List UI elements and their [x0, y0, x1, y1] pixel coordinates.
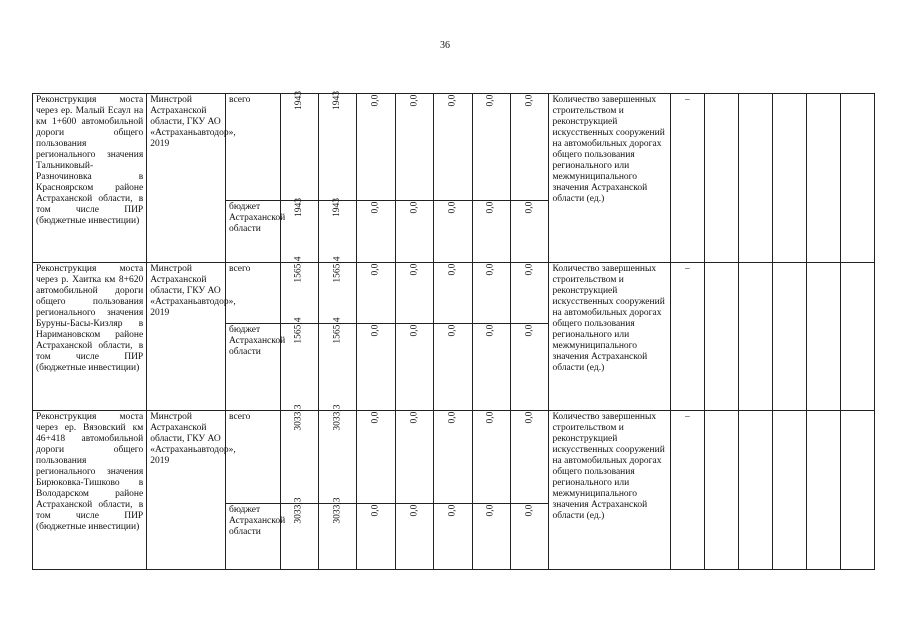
- funding-total-label: всего: [226, 411, 281, 504]
- value-cell: 0,0: [511, 201, 549, 263]
- value-cell: 0,0: [472, 201, 510, 263]
- empty-cell: [840, 411, 874, 570]
- value-cell: 0,0: [357, 504, 395, 570]
- dash: –: [670, 263, 704, 411]
- page-number: 36: [440, 40, 450, 51]
- funding-total-label: всего: [226, 263, 281, 324]
- indicator: Количество завершенных строительством и реконструкцией искусственных сооружений на автомобильных дорогах общего пользования регионального или межмуниципального значения Астраханской области (ед.): [549, 411, 670, 570]
- value-cell: 0,0: [395, 504, 433, 570]
- empty-cell: [739, 411, 772, 570]
- empty-cell: [772, 263, 806, 411]
- empty-cell: [739, 94, 772, 263]
- value-cell: 0,0: [472, 411, 510, 504]
- empty-cell: [807, 411, 840, 570]
- indicator: Количество завершенных строительством и реконструкцией искусственных сооружений на автомобильных дорогах общего пользования регионального или межмуниципального значения Астраханской области (ед.): [549, 94, 670, 263]
- value-cell: 0,0: [511, 504, 549, 570]
- empty-cell: [807, 263, 840, 411]
- value-cell: 0,0: [511, 324, 549, 411]
- funding-budget-label: бюджет Астраханской области: [226, 201, 281, 263]
- empty-cell: [840, 263, 874, 411]
- value-cell: 1565,4: [280, 263, 318, 324]
- table-row: [33, 263, 875, 324]
- empty-cell: [772, 94, 806, 263]
- empty-cell: [705, 94, 739, 263]
- funding-budget-label: бюджет Астраханской области: [226, 324, 281, 411]
- value-cell: 1565,4: [280, 324, 318, 411]
- value-cell: 0,0: [472, 263, 510, 324]
- value-cell: 1943: [280, 201, 318, 263]
- value-cell: 0,0: [511, 411, 549, 504]
- value-cell: 0,0: [472, 504, 510, 570]
- value-cell: 0,0: [434, 94, 472, 201]
- value-cell: 0,0: [434, 263, 472, 324]
- value-cell: 0,0: [357, 201, 395, 263]
- value-cell: 1943: [280, 94, 318, 201]
- value-cell: 0,0: [357, 324, 395, 411]
- value-cell: 0,0: [472, 324, 510, 411]
- table-row: [33, 411, 875, 504]
- value-cell: 3033,3: [280, 504, 318, 570]
- value-cell: 0,0: [395, 263, 433, 324]
- value-cell: 0,0: [511, 263, 549, 324]
- value-cell: 0,0: [472, 94, 510, 201]
- object-name: Реконструкция моста через ер. Вязовский км 46+418 автомобильной дороги общего пользования регионального значения Бирюковка-Тишково в Володарском районе Астраханской области, в том числе ПИР (бюджетные инвестиции): [33, 411, 147, 570]
- value-cell: 0,0: [434, 324, 472, 411]
- executor: Минстрой Астраханской области, ГКУ АО «Астраханьавтодор», 2019: [147, 94, 226, 263]
- funding-total-label: всего: [226, 94, 281, 201]
- value-cell: 1565,4: [319, 324, 357, 411]
- value-cell: 1943: [319, 201, 357, 263]
- object-name: Реконструкция моста через р. Хаитка км 8+620 автомобильной дороги общего пользования регионального значения Буруны-Басы-Кизляр в Наримановском районе Астраханской области, в том числе ПИР (бюджетные инвестиции): [33, 263, 147, 411]
- program-table: [32, 93, 875, 570]
- value-cell: 0,0: [357, 411, 395, 504]
- value-cell: 0,0: [434, 504, 472, 570]
- empty-cell: [807, 94, 840, 263]
- empty-cell: [705, 263, 739, 411]
- dash: –: [670, 411, 704, 570]
- value-cell: 1565,4: [319, 263, 357, 324]
- value-cell: 3033,3: [280, 411, 318, 504]
- value-cell: 1943: [319, 94, 357, 201]
- value-cell: 0,0: [395, 411, 433, 504]
- executor: Минстрой Астраханской области, ГКУ АО «Астраханьавтодор», 2019: [147, 411, 226, 570]
- value-cell: 0,0: [395, 324, 433, 411]
- empty-cell: [739, 263, 772, 411]
- dash: –: [670, 94, 704, 263]
- value-cell: 0,0: [357, 94, 395, 201]
- value-cell: 3033,3: [319, 411, 357, 504]
- value-cell: 0,0: [395, 94, 433, 201]
- empty-cell: [840, 94, 874, 263]
- value-cell: 3033,3: [319, 504, 357, 570]
- value-cell: 0,0: [511, 94, 549, 201]
- value-cell: 0,0: [395, 201, 433, 263]
- funding-budget-label: бюджет Астраханской области: [226, 504, 281, 570]
- table-row: [33, 94, 875, 201]
- value-cell: 0,0: [357, 263, 395, 324]
- empty-cell: [705, 411, 739, 570]
- empty-cell: [772, 411, 806, 570]
- object-name: Реконструкция моста через ер. Малый Есаул на км 1+600 автомобильной дороги общего пользования регионального значения Тальниковый-Разночиновка в Красноярском районе Астраханской области, в том числе ПИР (бюджетные инвестиции): [33, 94, 147, 263]
- indicator: Количество завершенных строительством и реконструкцией искусственных сооружений на автомобильных дорогах общего пользования регионального или межмуниципального значения Астраханской области (ед.): [549, 263, 670, 411]
- value-cell: 0,0: [434, 201, 472, 263]
- value-cell: 0,0: [434, 411, 472, 504]
- executor: Минстрой Астраханской области, ГКУ АО «Астраханьавтодор», 2019: [147, 263, 226, 411]
